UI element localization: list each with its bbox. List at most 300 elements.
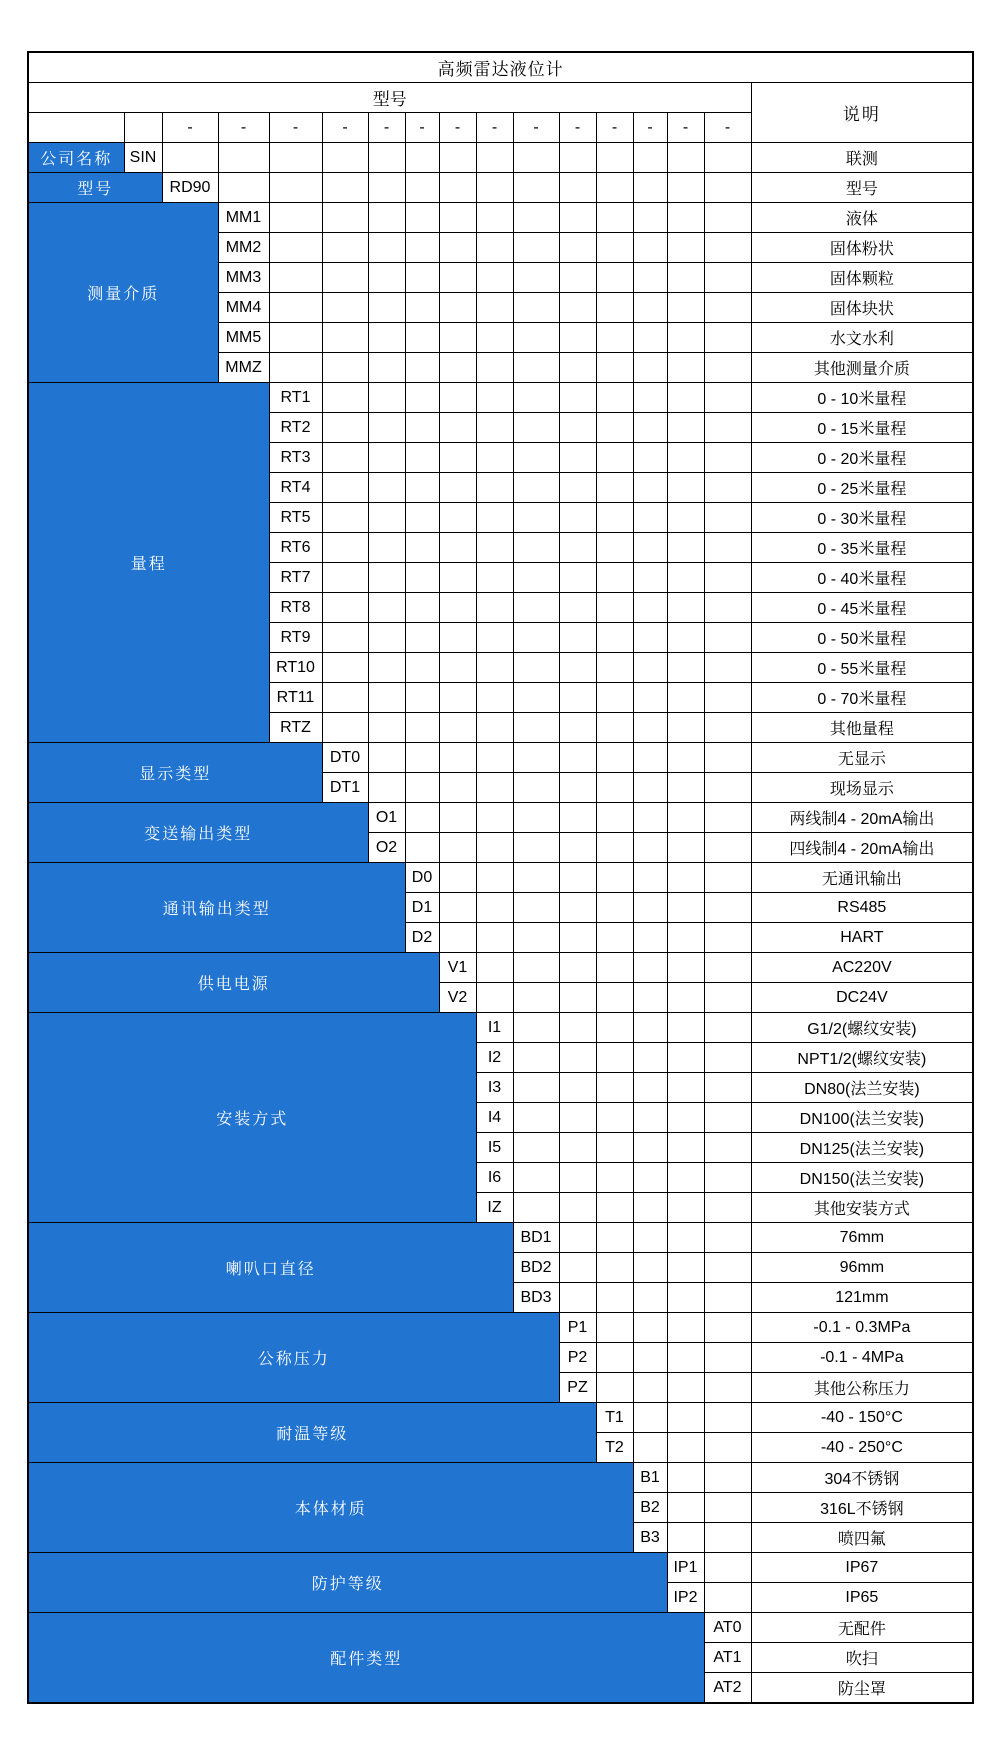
- empty-grid-cell: [559, 593, 596, 623]
- code-cell: IZ: [476, 1193, 513, 1223]
- code-cell: RT9: [269, 623, 322, 653]
- code-cell: BD2: [513, 1253, 559, 1283]
- empty-grid-cell: [476, 983, 513, 1013]
- empty-grid-cell: [476, 713, 513, 743]
- code-cell: MMZ: [218, 353, 269, 383]
- empty-grid-cell: [513, 143, 559, 173]
- empty-grid-cell: [667, 1253, 704, 1283]
- empty-grid-cell: [596, 1133, 633, 1163]
- empty-grid-cell: [667, 743, 704, 773]
- category-label: 本体材质: [28, 1463, 633, 1553]
- empty-grid-cell: [368, 323, 405, 353]
- description-cell: 0 - 70米量程: [751, 683, 973, 713]
- empty-grid-cell: [405, 653, 439, 683]
- empty-grid-cell: [667, 1223, 704, 1253]
- description-cell: -0.1 - 0.3MPa: [751, 1313, 973, 1343]
- dash-separator: -: [667, 113, 704, 143]
- empty-grid-cell: [633, 1373, 667, 1403]
- empty-grid-cell: [559, 293, 596, 323]
- code-cell: DT1: [322, 773, 368, 803]
- empty-grid-cell: [667, 533, 704, 563]
- empty-grid-cell: [596, 863, 633, 893]
- empty-grid-cell: [596, 353, 633, 383]
- category-label: 量程: [28, 383, 269, 743]
- empty-grid-cell: [667, 1463, 704, 1493]
- empty-grid-cell: [322, 143, 368, 173]
- empty-grid-cell: [633, 353, 667, 383]
- description-cell: DC24V: [751, 983, 973, 1013]
- empty-grid-cell: [513, 323, 559, 353]
- empty-grid-cell: [667, 653, 704, 683]
- table-row: [28, 1223, 973, 1253]
- empty-grid-cell: [596, 773, 633, 803]
- empty-grid-cell: [704, 263, 751, 293]
- empty-grid-cell: [513, 1013, 559, 1043]
- empty-grid-cell: [476, 263, 513, 293]
- empty-grid-cell: [513, 623, 559, 653]
- empty-grid-cell: [667, 1433, 704, 1463]
- empty-grid-cell: [596, 953, 633, 983]
- empty-grid-cell: [368, 503, 405, 533]
- empty-grid-cell: [633, 1133, 667, 1163]
- table-row: [28, 173, 973, 203]
- category-label: 安装方式: [28, 1013, 476, 1223]
- empty-grid-cell: [322, 473, 368, 503]
- empty-grid-cell: [596, 533, 633, 563]
- empty-grid-cell: [633, 1343, 667, 1373]
- empty-grid-cell: [633, 1253, 667, 1283]
- empty-grid-cell: [322, 623, 368, 653]
- empty-grid-cell: [667, 143, 704, 173]
- description-cell: 无配件: [751, 1613, 973, 1643]
- empty-grid-cell: [667, 1163, 704, 1193]
- dash-separator: -: [513, 113, 559, 143]
- empty-grid-cell: [405, 503, 439, 533]
- description-cell: 0 - 55米量程: [751, 653, 973, 683]
- empty-grid-cell: [513, 593, 559, 623]
- empty-grid-cell: [559, 413, 596, 443]
- empty-grid-cell: [405, 353, 439, 383]
- description-cell: 固体颗粒: [751, 263, 973, 293]
- empty-grid-cell: [439, 893, 476, 923]
- empty-grid-cell: [667, 623, 704, 653]
- empty-grid-cell: [633, 623, 667, 653]
- empty-grid-cell: [704, 683, 751, 713]
- dash-separator: -: [439, 113, 476, 143]
- empty-grid-cell: [667, 173, 704, 203]
- empty-grid-cell: [439, 773, 476, 803]
- empty-grid-cell: [704, 863, 751, 893]
- empty-grid-cell: [596, 323, 633, 353]
- empty-grid-cell: [513, 983, 559, 1013]
- empty-grid-cell: [513, 1103, 559, 1133]
- empty-grid-cell: [513, 533, 559, 563]
- empty-grid-cell: [704, 833, 751, 863]
- empty-grid-cell: [667, 1523, 704, 1553]
- empty-grid-cell: [667, 773, 704, 803]
- empty-grid-cell: [704, 1223, 751, 1253]
- empty-grid-cell: [513, 353, 559, 383]
- code-cell: BD1: [513, 1223, 559, 1253]
- description-cell: 0 - 50米量程: [751, 623, 973, 653]
- empty-grid-cell: [368, 173, 405, 203]
- empty-grid-cell: [368, 683, 405, 713]
- code-cell: V2: [439, 983, 476, 1013]
- empty-grid-cell: [513, 263, 559, 293]
- empty-grid-cell: [368, 413, 405, 443]
- empty-grid-cell: [596, 1343, 633, 1373]
- empty-grid-cell: [633, 893, 667, 923]
- empty-grid-cell: [513, 443, 559, 473]
- empty-grid-cell: [704, 1343, 751, 1373]
- dash-separator: -: [322, 113, 368, 143]
- empty-grid-cell: [269, 293, 322, 323]
- empty-grid-cell: [633, 203, 667, 233]
- code-cell: AT2: [704, 1673, 751, 1704]
- empty-grid-cell: [476, 353, 513, 383]
- empty-grid-cell: [513, 653, 559, 683]
- description-cell: 0 - 15米量程: [751, 413, 973, 443]
- empty-grid-cell: [596, 1073, 633, 1103]
- empty-grid-cell: [667, 683, 704, 713]
- empty-grid-cell: [633, 1073, 667, 1103]
- empty-grid-cell: [269, 353, 322, 383]
- empty-grid-cell: [596, 1253, 633, 1283]
- code-cell: I1: [476, 1013, 513, 1043]
- empty-grid-cell: [559, 1073, 596, 1103]
- empty-grid-cell: [633, 1163, 667, 1193]
- description-cell: 联测: [751, 143, 973, 173]
- empty-grid-cell: [368, 443, 405, 473]
- empty-grid-cell: [559, 203, 596, 233]
- empty-grid-cell: [405, 533, 439, 563]
- empty-grid-cell: [513, 833, 559, 863]
- empty-grid-cell: [405, 623, 439, 653]
- empty-grid-cell: [704, 1583, 751, 1613]
- table-row: [28, 143, 973, 173]
- code-cell: T1: [596, 1403, 633, 1433]
- category-label: 供电电源: [28, 953, 439, 1013]
- description-cell: IP67: [751, 1553, 973, 1583]
- empty-grid-cell: [704, 1253, 751, 1283]
- empty-grid-cell: [633, 1013, 667, 1043]
- description-cell: 0 - 30米量程: [751, 503, 973, 533]
- empty-grid-cell: [322, 323, 368, 353]
- description-cell: RS485: [751, 893, 973, 923]
- empty-grid-cell: [633, 1103, 667, 1133]
- empty-grid-cell: [513, 1133, 559, 1163]
- empty-grid-cell: [513, 1043, 559, 1073]
- empty-grid-cell: [559, 1193, 596, 1223]
- code-cell: BD3: [513, 1283, 559, 1313]
- empty-grid-cell: [439, 563, 476, 593]
- empty-grid-cell: [513, 893, 559, 923]
- empty-grid-cell: [596, 1163, 633, 1193]
- empty-grid-cell: [704, 893, 751, 923]
- empty-grid-cell: [513, 503, 559, 533]
- empty-grid-cell: [596, 983, 633, 1013]
- empty-grid-cell: [269, 263, 322, 293]
- dash-separator: -: [405, 113, 439, 143]
- empty-grid-cell: [704, 1283, 751, 1313]
- table-row: [28, 1463, 973, 1493]
- table-row: [28, 743, 973, 773]
- description-cell: G1/2(螺纹安装): [751, 1013, 973, 1043]
- description-cell: 型号: [751, 173, 973, 203]
- table-row: [28, 1313, 973, 1343]
- empty-grid-cell: [633, 443, 667, 473]
- description-cell: 121mm: [751, 1283, 973, 1313]
- code-cell: PZ: [559, 1373, 596, 1403]
- empty-grid-cell: [476, 893, 513, 923]
- dash-separator: -: [559, 113, 596, 143]
- empty-grid-cell: [704, 1133, 751, 1163]
- empty-grid-cell: [513, 1073, 559, 1103]
- empty-grid-cell: [704, 1403, 751, 1433]
- empty-grid-cell: [559, 263, 596, 293]
- empty-grid-cell: [596, 1223, 633, 1253]
- category-label: 通讯输出类型: [28, 863, 405, 953]
- empty-grid-cell: [559, 623, 596, 653]
- category-label: 变送输出类型: [28, 803, 368, 863]
- empty-grid-cell: [704, 1043, 751, 1073]
- empty-grid-cell: [559, 833, 596, 863]
- code-cell: RT11: [269, 683, 322, 713]
- empty-grid-cell: [559, 653, 596, 683]
- category-label: 防护等级: [28, 1553, 667, 1613]
- empty-grid-cell: [513, 953, 559, 983]
- dash-row-label-spacer: [28, 113, 124, 143]
- empty-grid-cell: [476, 443, 513, 473]
- empty-grid-cell: [405, 713, 439, 743]
- empty-grid-cell: [633, 683, 667, 713]
- empty-grid-cell: [513, 383, 559, 413]
- empty-grid-cell: [667, 203, 704, 233]
- empty-grid-cell: [368, 263, 405, 293]
- code-cell: O1: [368, 803, 405, 833]
- code-cell: SIN: [124, 143, 162, 173]
- empty-grid-cell: [704, 743, 751, 773]
- empty-grid-cell: [633, 923, 667, 953]
- empty-grid-cell: [513, 413, 559, 443]
- empty-grid-cell: [162, 143, 218, 173]
- code-cell: D1: [405, 893, 439, 923]
- empty-grid-cell: [667, 413, 704, 443]
- empty-grid-cell: [559, 1043, 596, 1073]
- code-cell: RTZ: [269, 713, 322, 743]
- empty-grid-cell: [322, 443, 368, 473]
- empty-grid-cell: [405, 233, 439, 263]
- empty-grid-cell: [633, 593, 667, 623]
- table-row: [28, 803, 973, 833]
- category-label: 配件类型: [28, 1613, 704, 1704]
- empty-grid-cell: [439, 683, 476, 713]
- empty-grid-cell: [596, 473, 633, 503]
- empty-grid-cell: [405, 413, 439, 443]
- empty-grid-cell: [322, 563, 368, 593]
- empty-grid-cell: [633, 773, 667, 803]
- empty-grid-cell: [269, 173, 322, 203]
- description-cell: 0 - 45米量程: [751, 593, 973, 623]
- dash-row-code-spacer: [124, 113, 162, 143]
- empty-grid-cell: [559, 233, 596, 263]
- empty-grid-cell: [513, 923, 559, 953]
- empty-grid-cell: [667, 473, 704, 503]
- empty-grid-cell: [513, 1193, 559, 1223]
- empty-grid-cell: [559, 923, 596, 953]
- empty-grid-cell: [596, 503, 633, 533]
- empty-grid-cell: [439, 743, 476, 773]
- empty-grid-cell: [596, 563, 633, 593]
- empty-grid-cell: [559, 1253, 596, 1283]
- empty-grid-cell: [405, 443, 439, 473]
- empty-grid-cell: [596, 263, 633, 293]
- empty-grid-cell: [476, 593, 513, 623]
- description-cell: 96mm: [751, 1253, 973, 1283]
- empty-grid-cell: [596, 803, 633, 833]
- code-cell: RT8: [269, 593, 322, 623]
- empty-grid-cell: [559, 893, 596, 923]
- description-cell: 两线制4 - 20mA输出: [751, 803, 973, 833]
- empty-grid-cell: [596, 743, 633, 773]
- empty-grid-cell: [368, 773, 405, 803]
- empty-grid-cell: [513, 863, 559, 893]
- code-cell: RT4: [269, 473, 322, 503]
- code-cell: O2: [368, 833, 405, 863]
- description-cell: 0 - 40米量程: [751, 563, 973, 593]
- empty-grid-cell: [633, 503, 667, 533]
- empty-grid-cell: [704, 803, 751, 833]
- description-cell: DN125(法兰安装): [751, 1133, 973, 1163]
- empty-grid-cell: [405, 593, 439, 623]
- code-cell: I6: [476, 1163, 513, 1193]
- category-label: 型号: [28, 173, 162, 203]
- description-header: 说明: [751, 83, 973, 143]
- table-row: [28, 1613, 973, 1643]
- empty-grid-cell: [704, 503, 751, 533]
- empty-grid-cell: [633, 1313, 667, 1343]
- category-label: 显示类型: [28, 743, 322, 803]
- table-row: [28, 1403, 973, 1433]
- empty-grid-cell: [667, 1103, 704, 1133]
- dash-separator: -: [633, 113, 667, 143]
- empty-grid-cell: [513, 1163, 559, 1193]
- code-cell: MM1: [218, 203, 269, 233]
- description-cell: 液体: [751, 203, 973, 233]
- empty-grid-cell: [218, 143, 269, 173]
- code-cell: B3: [633, 1523, 667, 1553]
- empty-grid-cell: [667, 1343, 704, 1373]
- empty-grid-cell: [513, 233, 559, 263]
- empty-grid-cell: [322, 683, 368, 713]
- description-cell: NPT1/2(螺纹安装): [751, 1043, 973, 1073]
- empty-grid-cell: [596, 623, 633, 653]
- code-cell: MM4: [218, 293, 269, 323]
- empty-grid-cell: [704, 323, 751, 353]
- empty-grid-cell: [704, 593, 751, 623]
- empty-grid-cell: [596, 1283, 633, 1313]
- empty-grid-cell: [559, 863, 596, 893]
- empty-grid-cell: [513, 563, 559, 593]
- empty-grid-cell: [559, 503, 596, 533]
- description-cell: -0.1 - 4MPa: [751, 1343, 973, 1373]
- empty-grid-cell: [704, 1103, 751, 1133]
- empty-grid-cell: [633, 1193, 667, 1223]
- empty-grid-cell: [704, 473, 751, 503]
- page-title: 高频雷达液位计: [28, 52, 973, 83]
- empty-grid-cell: [633, 653, 667, 683]
- empty-grid-cell: [513, 743, 559, 773]
- empty-grid-cell: [322, 233, 368, 263]
- empty-grid-cell: [704, 1433, 751, 1463]
- empty-grid-cell: [439, 173, 476, 203]
- empty-grid-cell: [559, 803, 596, 833]
- description-cell: DN150(法兰安装): [751, 1163, 973, 1193]
- description-cell: 0 - 25米量程: [751, 473, 973, 503]
- description-cell: 0 - 20米量程: [751, 443, 973, 473]
- dash-separator: -: [596, 113, 633, 143]
- table-row: [28, 1013, 973, 1043]
- empty-grid-cell: [439, 323, 476, 353]
- description-cell: 0 - 35米量程: [751, 533, 973, 563]
- empty-grid-cell: [596, 443, 633, 473]
- dash-separator: -: [162, 113, 218, 143]
- empty-grid-cell: [596, 593, 633, 623]
- empty-grid-cell: [633, 263, 667, 293]
- empty-grid-cell: [439, 413, 476, 443]
- empty-grid-cell: [439, 803, 476, 833]
- empty-grid-cell: [476, 743, 513, 773]
- empty-grid-cell: [513, 803, 559, 833]
- empty-grid-cell: [439, 713, 476, 743]
- empty-grid-cell: [269, 203, 322, 233]
- empty-grid-cell: [476, 953, 513, 983]
- description-cell: 其他公称压力: [751, 1373, 973, 1403]
- empty-grid-cell: [368, 653, 405, 683]
- empty-grid-cell: [559, 773, 596, 803]
- empty-grid-cell: [704, 293, 751, 323]
- empty-grid-cell: [633, 1223, 667, 1253]
- empty-grid-cell: [667, 323, 704, 353]
- empty-grid-cell: [405, 383, 439, 413]
- empty-grid-cell: [667, 923, 704, 953]
- empty-grid-cell: [322, 353, 368, 383]
- empty-grid-cell: [667, 863, 704, 893]
- description-cell: 喷四氟: [751, 1523, 973, 1553]
- category-label: 喇叭口直径: [28, 1223, 513, 1313]
- empty-grid-cell: [704, 983, 751, 1013]
- empty-grid-cell: [476, 563, 513, 593]
- empty-grid-cell: [596, 1103, 633, 1133]
- empty-grid-cell: [322, 653, 368, 683]
- empty-grid-cell: [476, 653, 513, 683]
- empty-grid-cell: [667, 1373, 704, 1403]
- code-cell: RT3: [269, 443, 322, 473]
- empty-grid-cell: [439, 593, 476, 623]
- empty-grid-cell: [704, 173, 751, 203]
- empty-grid-cell: [559, 1223, 596, 1253]
- code-cell: I5: [476, 1133, 513, 1163]
- description-cell: -40 - 150°C: [751, 1403, 973, 1433]
- empty-grid-cell: [667, 833, 704, 863]
- empty-grid-cell: [596, 1373, 633, 1403]
- empty-grid-cell: [596, 923, 633, 953]
- empty-grid-cell: [596, 1043, 633, 1073]
- empty-grid-cell: [596, 1193, 633, 1223]
- empty-grid-cell: [322, 173, 368, 203]
- code-cell: RD90: [162, 173, 218, 203]
- empty-grid-cell: [559, 143, 596, 173]
